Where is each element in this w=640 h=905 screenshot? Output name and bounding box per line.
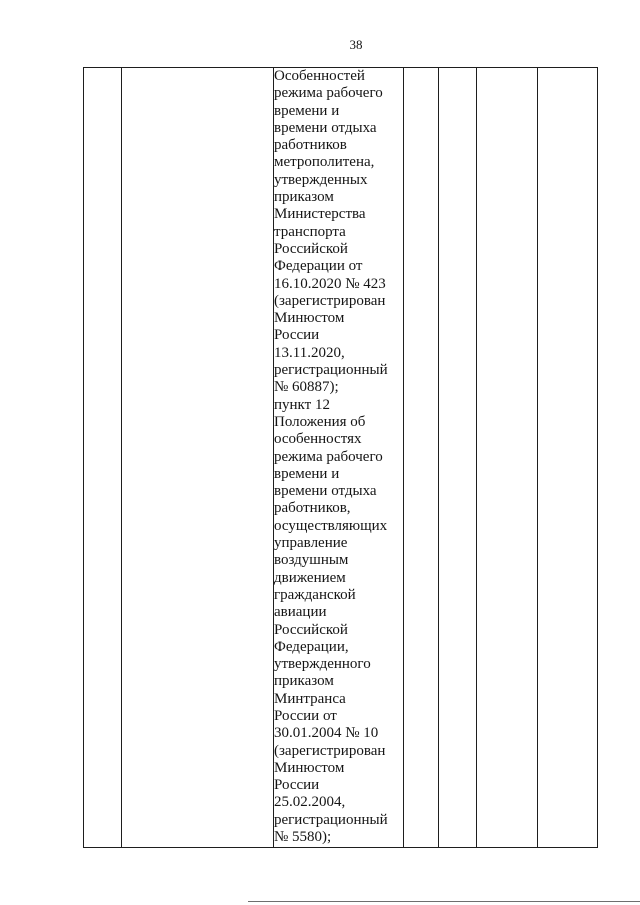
cell-text-line: приказом bbox=[274, 673, 334, 690]
cell-text-line: 16.10.2020 № 423 bbox=[274, 275, 386, 292]
cell-text-line: Минюстом bbox=[274, 759, 345, 776]
table-cell-4 bbox=[404, 68, 439, 848]
cell-text-line: движением bbox=[274, 569, 346, 586]
cell-text-line: времени и bbox=[274, 465, 340, 482]
cell-text-line: приказом bbox=[274, 189, 334, 206]
cell-text-line: работников bbox=[274, 137, 347, 154]
table-cell-3-text bbox=[274, 68, 404, 848]
cell-text-line: Особенностей bbox=[274, 68, 365, 84]
cell-text-line: времени отдыха bbox=[274, 483, 377, 500]
cell-text-line: Минтранса bbox=[274, 690, 346, 707]
cell-text-line: утвержденного bbox=[274, 656, 371, 673]
cell-text-line: России bbox=[274, 777, 320, 794]
cell-text-line: России от bbox=[274, 707, 337, 724]
cell-text-line: № 5580); bbox=[274, 829, 332, 846]
cell-text-line: (зарегистрирован bbox=[274, 292, 386, 309]
cell-text-line: (зарегистрирован bbox=[274, 742, 386, 759]
cell-text-line: Положения об bbox=[274, 413, 366, 430]
cell-text-line: утвержденных bbox=[274, 171, 368, 188]
cell-text-line: авиации bbox=[274, 604, 327, 621]
cell-text-line: Министерства bbox=[274, 206, 366, 223]
table-row bbox=[84, 68, 598, 848]
cell-text-line: особенностях bbox=[274, 431, 362, 448]
table-cell-5 bbox=[439, 68, 477, 848]
table-cell-6 bbox=[477, 68, 538, 848]
cell-text-line: воздушным bbox=[274, 552, 349, 569]
page-number: 38 bbox=[349, 37, 363, 52]
table-cell-2 bbox=[122, 68, 274, 848]
cell-text-line: гражданской bbox=[274, 586, 356, 603]
cell-text-line: транспорта bbox=[274, 223, 346, 240]
cell-text-line: работников, bbox=[274, 500, 351, 517]
cell-text-line: 13.11.2020, bbox=[274, 344, 345, 361]
cell-text-line: регистрационный bbox=[274, 811, 388, 828]
cell-text-line: Российской bbox=[274, 240, 348, 257]
cell-text-line: Российской bbox=[274, 621, 348, 638]
cell-text-line: Минюстом bbox=[274, 310, 345, 327]
cell-text-line: № 60887); bbox=[274, 379, 339, 396]
document-table bbox=[83, 67, 598, 848]
scan-edge-line bbox=[248, 901, 640, 902]
cell-text-line: пункт 12 bbox=[274, 396, 330, 413]
cell-text-line: управление bbox=[274, 535, 348, 552]
cell-text-line: Федерации от bbox=[274, 258, 363, 275]
cell-text-line: времени и bbox=[274, 102, 340, 119]
cell-text-line: времени отдыха bbox=[274, 119, 377, 136]
table-cell-1 bbox=[84, 68, 122, 848]
cell-text-line: регистрационный bbox=[274, 362, 388, 379]
cell-text-line: осуществляющих bbox=[274, 517, 388, 534]
cell-text-line: режима рабочего bbox=[274, 85, 383, 102]
cell-text-line: режима рабочего bbox=[274, 448, 383, 465]
cell-text-line: 25.02.2004, bbox=[274, 794, 346, 811]
cell-text-line: метрополитена, bbox=[274, 154, 375, 171]
cell-text-line: Федерации, bbox=[274, 638, 349, 655]
table-cell-7 bbox=[538, 68, 598, 848]
cell-text-line: 30.01.2004 № 10 bbox=[274, 725, 379, 742]
cell-text-line: России bbox=[274, 327, 320, 344]
